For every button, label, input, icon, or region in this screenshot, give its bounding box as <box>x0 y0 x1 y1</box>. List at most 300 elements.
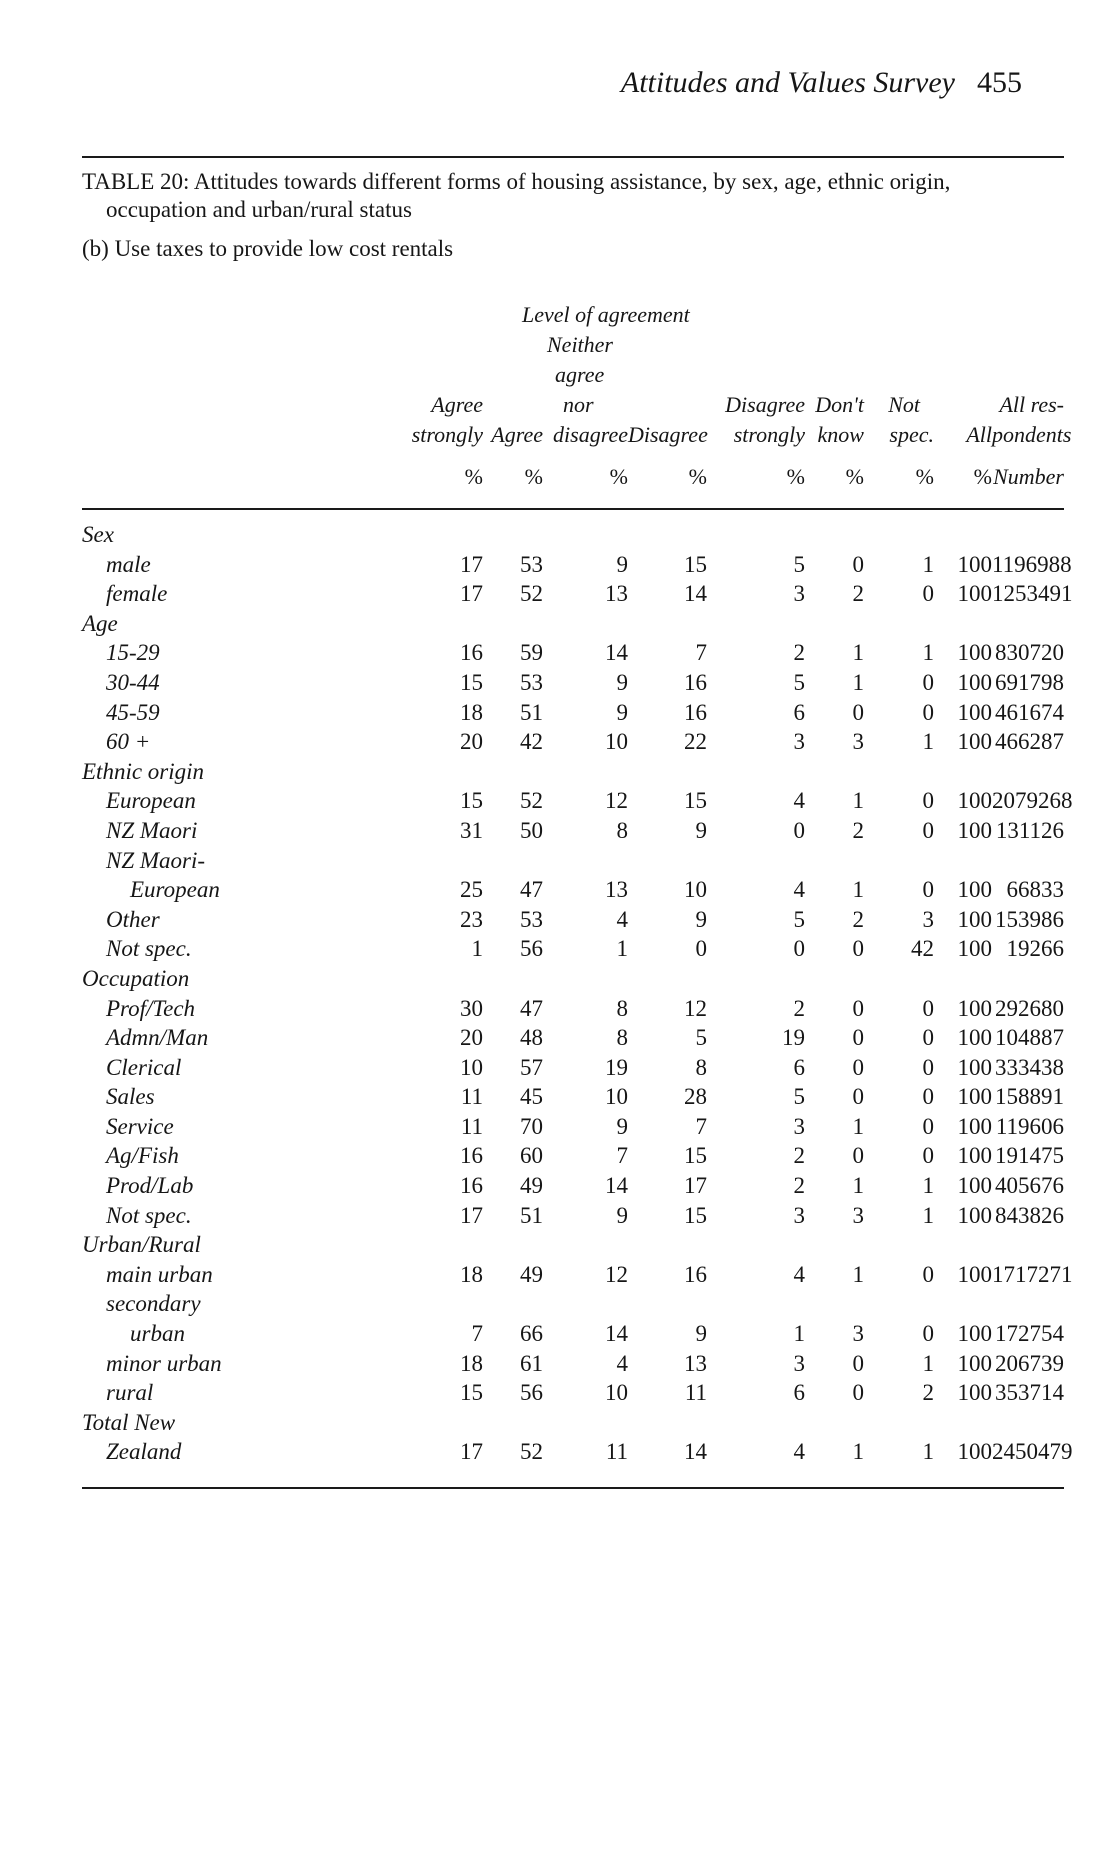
header-disagree: Disagree <box>628 422 708 447</box>
row-label: Sales <box>106 1084 155 1110</box>
table-cell: 0 <box>793 817 805 843</box>
table-cell: 4 <box>616 1350 628 1376</box>
row-label: main urban <box>106 1261 213 1287</box>
row-label: Prof/Tech <box>106 995 196 1021</box>
table-cell: 52 <box>520 788 543 814</box>
table-cell <box>864 846 934 876</box>
table-cell: 17 <box>460 551 483 577</box>
unit-disagree: % <box>688 464 707 489</box>
table-cell: 206739 <box>995 1350 1064 1376</box>
table-cell <box>317 757 483 787</box>
table-cell <box>707 846 805 876</box>
table-cell: 100 <box>957 1202 992 1228</box>
table-cell: 0 <box>852 1350 864 1376</box>
table-cell <box>707 520 805 550</box>
table-cell: 1717271 <box>992 1261 1073 1287</box>
table-cell <box>992 846 1064 876</box>
section-heading <box>82 757 1064 787</box>
table-cell: 52 <box>520 1439 543 1465</box>
table-cell: 1 <box>922 551 934 577</box>
table-cell: 16 <box>460 640 483 666</box>
table-row <box>82 550 1064 580</box>
table-cell: 53 <box>520 906 543 932</box>
table-cell: 1253491 <box>992 581 1073 607</box>
table-cell <box>934 520 992 550</box>
table-cell: 10 <box>605 1380 628 1406</box>
table-cell: 1 <box>471 936 483 962</box>
table-cell: 2079268 <box>992 788 1073 814</box>
table-cell <box>628 520 707 550</box>
table-row <box>82 1141 1064 1171</box>
table-cell: 0 <box>922 1054 934 1080</box>
table-cell: 0 <box>922 699 934 725</box>
table-cell: 9 <box>616 669 628 695</box>
table-row <box>82 994 1064 1024</box>
table-cell <box>483 964 543 994</box>
row-label: 15-29 <box>106 640 160 666</box>
table-row <box>82 934 1064 964</box>
table-cell: 0 <box>922 1143 934 1169</box>
table-cell: 1 <box>922 1439 934 1465</box>
header-agree: Agree <box>491 422 543 447</box>
table-body <box>82 520 1073 1467</box>
row-label: Service <box>106 1113 174 1139</box>
table-cell: 172754 <box>995 1321 1064 1347</box>
table-cell: 0 <box>852 995 864 1021</box>
total-row <box>82 1437 1064 1467</box>
table-cell <box>543 520 628 550</box>
table-cell: 0 <box>922 788 934 814</box>
table-cell <box>864 520 934 550</box>
unit-dont-know: % <box>845 464 864 489</box>
table-cell: 4 <box>616 906 628 932</box>
table-cell <box>543 964 628 994</box>
section-heading <box>82 520 1064 550</box>
row-label: rural <box>106 1380 154 1406</box>
row-label: Prod/Lab <box>106 1173 194 1199</box>
table-cell: 0 <box>852 1143 864 1169</box>
table-cell: 9 <box>695 906 707 932</box>
row-label: NZ Maori- <box>106 847 206 873</box>
table-row-label-continued <box>82 846 1064 876</box>
table-cell: 2 <box>852 581 864 607</box>
table-cell: 51 <box>520 1202 543 1228</box>
table-cell <box>317 964 483 994</box>
unit-not-spec: % <box>915 464 934 489</box>
table-cell <box>317 1289 483 1319</box>
row-label: Not spec. <box>106 936 192 962</box>
table-cell: 0 <box>852 936 864 962</box>
unit-number: Number <box>993 464 1064 489</box>
table-cell: 5 <box>793 551 805 577</box>
table-cell: 3 <box>793 581 805 607</box>
table-cell: 4 <box>793 877 805 903</box>
table-cell <box>483 1408 543 1438</box>
table-cell: 3 <box>922 906 934 932</box>
table-cell: 56 <box>520 936 543 962</box>
table-cell: 100 <box>957 699 992 725</box>
table-cell: 42 <box>911 936 934 962</box>
table-cell: 16 <box>460 1173 483 1199</box>
table-header <box>82 300 1072 520</box>
table-cell: 100 <box>957 1173 992 1199</box>
table-cell: 0 <box>922 995 934 1021</box>
table-cell: 50 <box>520 817 543 843</box>
table-cell <box>864 964 934 994</box>
table-cell: 1 <box>852 1261 864 1287</box>
table-cell: 0 <box>922 1025 934 1051</box>
table-cell: 15 <box>460 788 483 814</box>
table-cell <box>543 609 628 639</box>
table-cell: 7 <box>616 1143 628 1169</box>
table-cell <box>543 1408 628 1438</box>
table-cell: 66833 <box>1006 877 1064 903</box>
data-table <box>82 300 1073 1489</box>
table-cell: 10 <box>605 1084 628 1110</box>
table-cell: 0 <box>922 581 934 607</box>
unit-disagree-strongly: % <box>786 464 805 489</box>
table-cell <box>628 609 707 639</box>
row-label: 60 + <box>106 729 151 755</box>
table-cell <box>317 520 483 550</box>
table-cell: 8 <box>616 817 628 843</box>
table-cell: 14 <box>605 1321 628 1347</box>
table-cell: 1 <box>852 877 864 903</box>
row-label: Sex <box>82 522 114 547</box>
table-row <box>82 1112 1064 1142</box>
table-cell: 49 <box>520 1261 543 1287</box>
running-head <box>621 66 1022 100</box>
caption-line-1: TABLE 20: Attitudes towards different forms of housing assistance, by sex, age, ethnic origin, <box>82 169 951 194</box>
row-label: Not spec. <box>106 1202 192 1228</box>
table-cell <box>483 846 543 876</box>
table-cell: 0 <box>922 817 934 843</box>
table-cell: 2450479 <box>992 1439 1073 1465</box>
table-cell: 2 <box>793 640 805 666</box>
section-heading <box>82 609 1064 639</box>
table-cell: 1196988 <box>992 551 1072 577</box>
table-cell <box>543 846 628 876</box>
table-row <box>82 905 1064 935</box>
header-top-dont-know: Don't <box>815 392 864 417</box>
table-cell <box>483 609 543 639</box>
table-cell <box>707 1230 805 1260</box>
table-cell: 56 <box>520 1380 543 1406</box>
table-cell: 15 <box>684 788 707 814</box>
table-cell: 10 <box>605 729 628 755</box>
row-label: Admn/Man <box>106 1025 209 1051</box>
table-row <box>82 1053 1064 1083</box>
table-cell <box>864 609 934 639</box>
table-cell: 61 <box>520 1350 543 1376</box>
table-cell: 28 <box>684 1084 707 1110</box>
row-label: 30-44 <box>106 669 160 695</box>
table-cell: 15 <box>460 669 483 695</box>
table-cell: 100 <box>957 1380 992 1406</box>
table-cell: 3 <box>793 1113 805 1139</box>
table-cell: 31 <box>460 817 483 843</box>
table-cell: 51 <box>520 699 543 725</box>
table-row <box>82 1171 1064 1201</box>
table-cell: 100 <box>957 729 992 755</box>
table-row-label-continued <box>82 1289 1064 1319</box>
table-cell: 0 <box>922 1084 934 1110</box>
caption-line-2: occupation and urban/rural status <box>106 197 412 222</box>
table-cell: 20 <box>460 729 483 755</box>
table-cell: 48 <box>520 1025 543 1051</box>
table-cell <box>934 757 992 787</box>
table-cell <box>483 520 543 550</box>
table-cell: 47 <box>520 995 543 1021</box>
table-cell: 1 <box>852 788 864 814</box>
table-cell: 2 <box>793 995 805 1021</box>
table-cell: 461674 <box>995 699 1064 725</box>
table-cell: 119606 <box>995 1113 1064 1139</box>
table-cell <box>864 1408 934 1438</box>
table-cell: 3 <box>852 729 864 755</box>
table-row <box>82 579 1064 609</box>
table-cell: 19 <box>605 1054 628 1080</box>
table-cell <box>992 1408 1064 1438</box>
table-cell: 13 <box>605 581 628 607</box>
table-cell: 57 <box>520 1054 543 1080</box>
table-cell: 20 <box>460 1025 483 1051</box>
table-cell: 9 <box>616 551 628 577</box>
table-row <box>82 1378 1064 1408</box>
table-cell <box>864 757 934 787</box>
table-cell: 100 <box>957 1143 992 1169</box>
table-cell <box>934 609 992 639</box>
table-cell: 1 <box>922 729 934 755</box>
section-heading <box>82 1408 1064 1438</box>
row-label: Ag/Fish <box>106 1143 179 1169</box>
header-disagree-strongly: strongly <box>733 422 805 447</box>
table-row <box>82 1082 1064 1112</box>
row-label: European <box>130 877 220 903</box>
table-subcaption: (b) Use taxes to provide low cost rentals <box>82 236 454 261</box>
table-cell: 0 <box>852 1084 864 1110</box>
table-cell: 1 <box>852 1113 864 1139</box>
table-cell: 9 <box>616 699 628 725</box>
header-agree-strongly: strongly <box>411 422 483 447</box>
table-cell: 7 <box>695 1113 707 1139</box>
table-cell: 13 <box>605 877 628 903</box>
table-cell: 23 <box>460 906 483 932</box>
table-cell <box>628 757 707 787</box>
table-cell: 1 <box>852 669 864 695</box>
header-rule <box>82 492 1064 509</box>
header-top-agree-strongly: Agree <box>431 392 483 417</box>
table-cell: 2 <box>852 817 864 843</box>
table-cell: 9 <box>616 1202 628 1228</box>
table-cell <box>992 609 1064 639</box>
table-row <box>82 1023 1064 1053</box>
table-cell: 292680 <box>995 995 1064 1021</box>
table-cell: 1 <box>852 1439 864 1465</box>
table-cell: 11 <box>460 1084 483 1110</box>
row-label: 45-59 <box>106 699 160 725</box>
table-cell <box>805 520 864 550</box>
table-cell: 8 <box>616 995 628 1021</box>
table-cell: 100 <box>957 936 992 962</box>
section-heading <box>82 1230 1064 1260</box>
table-cell: 15 <box>684 551 707 577</box>
table-cell: 14 <box>684 581 707 607</box>
table-cell: 59 <box>520 640 543 666</box>
table-cell: 19266 <box>1006 936 1064 962</box>
table-cell: 25 <box>460 877 483 903</box>
header-top-all-respondents: All res- <box>999 392 1064 417</box>
table-cell: 3 <box>793 1202 805 1228</box>
table-cell <box>805 609 864 639</box>
table-row <box>82 638 1064 668</box>
table-cell: 0 <box>852 1380 864 1406</box>
table-cell: 17 <box>684 1173 707 1199</box>
row-label: Occupation <box>82 965 190 991</box>
table-cell <box>934 1289 992 1319</box>
table-cell: 16 <box>460 1143 483 1169</box>
table-row <box>82 786 1064 816</box>
table-cell: 19 <box>782 1025 805 1051</box>
table-cell <box>628 964 707 994</box>
table-cell <box>805 1408 864 1438</box>
table-cell: 100 <box>957 1439 992 1465</box>
table-cell: 100 <box>957 906 992 932</box>
table-cell <box>805 846 864 876</box>
table-cell: 5 <box>793 669 805 695</box>
table-cell: 100 <box>957 995 992 1021</box>
table-cell: 42 <box>520 729 543 755</box>
table-row <box>82 1319 1064 1349</box>
table-cell <box>992 1230 1064 1260</box>
table-cell <box>707 609 805 639</box>
table-cell <box>483 1230 543 1260</box>
table-cell: 10 <box>460 1054 483 1080</box>
table-cell: 843826 <box>995 1202 1064 1228</box>
header-all-respondents: pondents <box>992 422 1072 447</box>
table-cell: 16 <box>684 669 707 695</box>
header-not-spec: spec. <box>889 422 934 447</box>
row-label: urban <box>130 1321 185 1347</box>
table-cell <box>992 757 1064 787</box>
row-label: Age <box>82 610 118 636</box>
table-cell: 18 <box>460 1350 483 1376</box>
table-row <box>82 1260 1064 1290</box>
table-cell <box>543 1230 628 1260</box>
table-cell: 8 <box>616 1025 628 1051</box>
table-cell: 1 <box>922 1173 934 1199</box>
table-cell <box>992 964 1064 994</box>
row-label: female <box>106 581 168 607</box>
table-cell: 100 <box>957 1261 992 1287</box>
table-cell <box>934 1230 992 1260</box>
table-row <box>82 1349 1064 1379</box>
table-cell <box>483 1289 543 1319</box>
table-cell <box>628 1408 707 1438</box>
table-cell: 0 <box>852 551 864 577</box>
header-neither-1: Neither <box>547 332 613 357</box>
table-row <box>82 698 1064 728</box>
table-cell <box>707 1408 805 1438</box>
table-cell: 0 <box>852 1025 864 1051</box>
row-label: Other <box>106 906 160 932</box>
table-cell: 1 <box>852 640 864 666</box>
level-of-agreement-heading: Level of agreement <box>522 302 690 327</box>
row-label: male <box>106 551 151 577</box>
table-cell <box>483 757 543 787</box>
table-cell: 12 <box>605 788 628 814</box>
header-dont-know: know <box>817 422 864 447</box>
table-cell: 3 <box>852 1202 864 1228</box>
table-cell: 66 <box>520 1321 543 1347</box>
table-cell: 6 <box>793 699 805 725</box>
table-cell: 0 <box>922 1321 934 1347</box>
table-cell: 2 <box>793 1173 805 1199</box>
table-cell: 0 <box>695 936 707 962</box>
table-cell: 45 <box>520 1084 543 1110</box>
table-cell: 12 <box>684 995 707 1021</box>
table-cell <box>317 1230 483 1260</box>
table-cell: 13 <box>684 1350 707 1376</box>
table-cell: 53 <box>520 669 543 695</box>
table-cell: 11 <box>460 1113 483 1139</box>
row-label: secondary <box>106 1291 201 1317</box>
table-caption <box>82 168 1082 224</box>
table-cell: 100 <box>957 1084 992 1110</box>
row-label: Urban/Rural <box>82 1232 201 1258</box>
section-heading <box>82 964 1064 994</box>
table-cell: 100 <box>957 581 992 607</box>
table-cell: 0 <box>852 699 864 725</box>
table-cell: 0 <box>922 1113 934 1139</box>
table-cell <box>543 1289 628 1319</box>
table-cell: 10 <box>684 877 707 903</box>
row-label: minor urban <box>106 1350 222 1376</box>
row-label: Total New <box>82 1409 176 1435</box>
table-cell: 5 <box>793 906 805 932</box>
table-row <box>82 816 1064 846</box>
table-row <box>82 727 1064 757</box>
table-cell: 100 <box>957 551 992 577</box>
table-cell: 100 <box>957 817 992 843</box>
table-cell <box>864 1230 934 1260</box>
table-cell: 0 <box>922 877 934 903</box>
table-cell: 466287 <box>995 729 1064 755</box>
table-cell: 17 <box>460 1439 483 1465</box>
table-cell: 1 <box>852 1173 864 1199</box>
table-cell: 60 <box>520 1143 543 1169</box>
table-cell <box>934 846 992 876</box>
table-cell: 100 <box>957 1113 992 1139</box>
table-cell: 4 <box>793 1439 805 1465</box>
table-cell: 3 <box>793 729 805 755</box>
header-top-not-spec: Not <box>888 392 920 417</box>
table-cell: 830720 <box>995 640 1064 666</box>
table-cell: 17 <box>460 581 483 607</box>
table-cell: 100 <box>957 788 992 814</box>
table-cell: 100 <box>957 1321 992 1347</box>
table-cell: 16 <box>684 699 707 725</box>
table-cell <box>628 1230 707 1260</box>
row-label: Clerical <box>106 1054 182 1080</box>
table-cell: 100 <box>957 1350 992 1376</box>
table-cell: 70 <box>520 1113 543 1139</box>
table-cell: 11 <box>684 1380 707 1406</box>
table-cell: 0 <box>922 1261 934 1287</box>
table-cell: 100 <box>957 640 992 666</box>
table-cell: 405676 <box>995 1173 1064 1199</box>
table-cell <box>805 757 864 787</box>
